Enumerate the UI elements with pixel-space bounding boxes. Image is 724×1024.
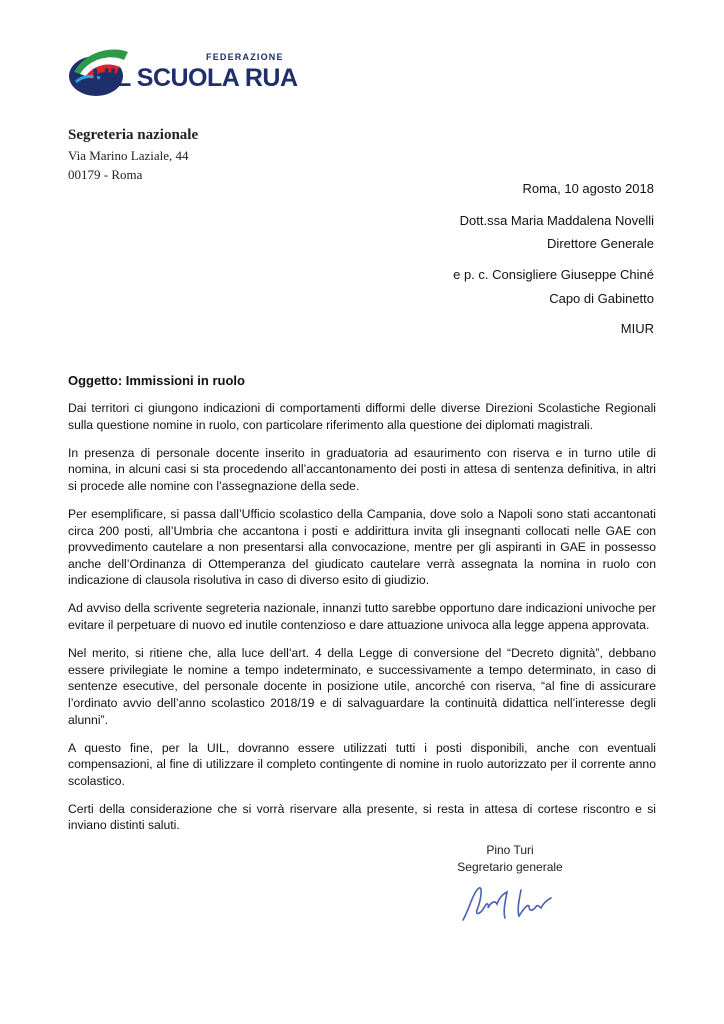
body-paragraph: In presenza di personale docente inserito in graduatoria ad esaurimento con riserva e in turno utile di nomina, in alcuni casi si sta procedendo all’accantonamento dei posti in attesa di sentenza definitiva, in altri si procede alle nomine con l’assegnazione della sede. (68, 445, 656, 493)
body-paragraph: Nel merito, si ritiene che, alla luce dell’art. 4 della Legge di conversione del “Decreto dignità”, debbano essere privilegiate le nomine a tempo indeterminato, e successivamente a tempo determinato, in caso di sentenze esecutive, del personale docente in posizione utile, ancorché con riserva, “al fine di assicurare l’ordinato avvio dell’anno scolastico 2018/19 e di salvaguardare la continuità didattica nell’interesse degli alunni”. (68, 646, 656, 727)
sender-address (68, 124, 198, 184)
body-paragraph: Dai territori ci giungono indicazioni di comportamenti difformi delle diverse Direzioni Scolastiche Regionali sulla questione nomine in ruolo, con particolare riferimento alla questione dei diplomati magistrali. (68, 401, 656, 432)
body-paragraph: Ad avviso della scrivente segreteria nazionale, innanzi tutto sarebbe opportuno dare indicazioni univoche per evitare il perpetuare di nuovo ed inutile contenzioso e dare attuazione univoca alla legge appena approvata. (68, 601, 656, 633)
logo-brand-name: UIL SCUOLA RUA (92, 64, 298, 92)
recipient-ministry: MIUR (620, 321, 654, 336)
header-logo (66, 42, 298, 102)
logo-federazione: FEDERAZIONE (206, 52, 284, 62)
signatory-name: Pino Turi (486, 843, 534, 857)
recipient-name: Dott.ssa Maria Maddalena Novelli (459, 213, 654, 228)
handwritten-signature (455, 880, 575, 930)
letter-body (68, 400, 656, 846)
sender-street: Via Marino Laziale, 44 (68, 148, 189, 163)
signatory-role: Segretario generale (457, 860, 563, 874)
body-paragraph: Certi della considerazione che si vorrà riservare alla presente, si resta in attesa di cortese riscontro e si inviano distinti saluti. (68, 801, 656, 833)
body-paragraph: Per esemplificare, si passa dall’Ufficio scolastico della Campania, dove solo a Napoli sono stati accantonati circa 200 posti, all’Umbria che accantona i posti e addirittura invita gli insegnanti collocati nelle GAE con provvedimento cautelare a non presentarsi alla convocazione, mentre per gli aspiranti in GAE in possesso anche dell’Ordinanza di Ottemperanza del giudicato cautelare verrà assegnata la nomina in ruolo con indicazione di clausola risolutiva in caso di diverso esito di giudizio. (68, 506, 656, 588)
cc-recipient-title: Capo di Gabinetto (549, 291, 654, 306)
recipient-title: Direttore Generale (547, 236, 654, 251)
sender-name: Segreteria nazionale (68, 127, 199, 143)
place-date: Roma, 10 agosto 2018 (522, 181, 654, 196)
body-paragraph: A questo fine, per la UIL, dovranno essere utilizzati tutti i posti disponibili, anche con eventuali compensazioni, al fine di utilizzare il completo contingente di nomine in ruolo autorizzato per il corrente anno scolastico. (68, 740, 656, 788)
letter-subject: Oggetto: Immissioni in ruolo (68, 373, 245, 388)
sender-city: 00179 - Roma (68, 167, 143, 182)
cc-recipient-name: e p. c. Consigliere Giuseppe Chiné (453, 267, 654, 282)
signatory-block (440, 842, 580, 876)
